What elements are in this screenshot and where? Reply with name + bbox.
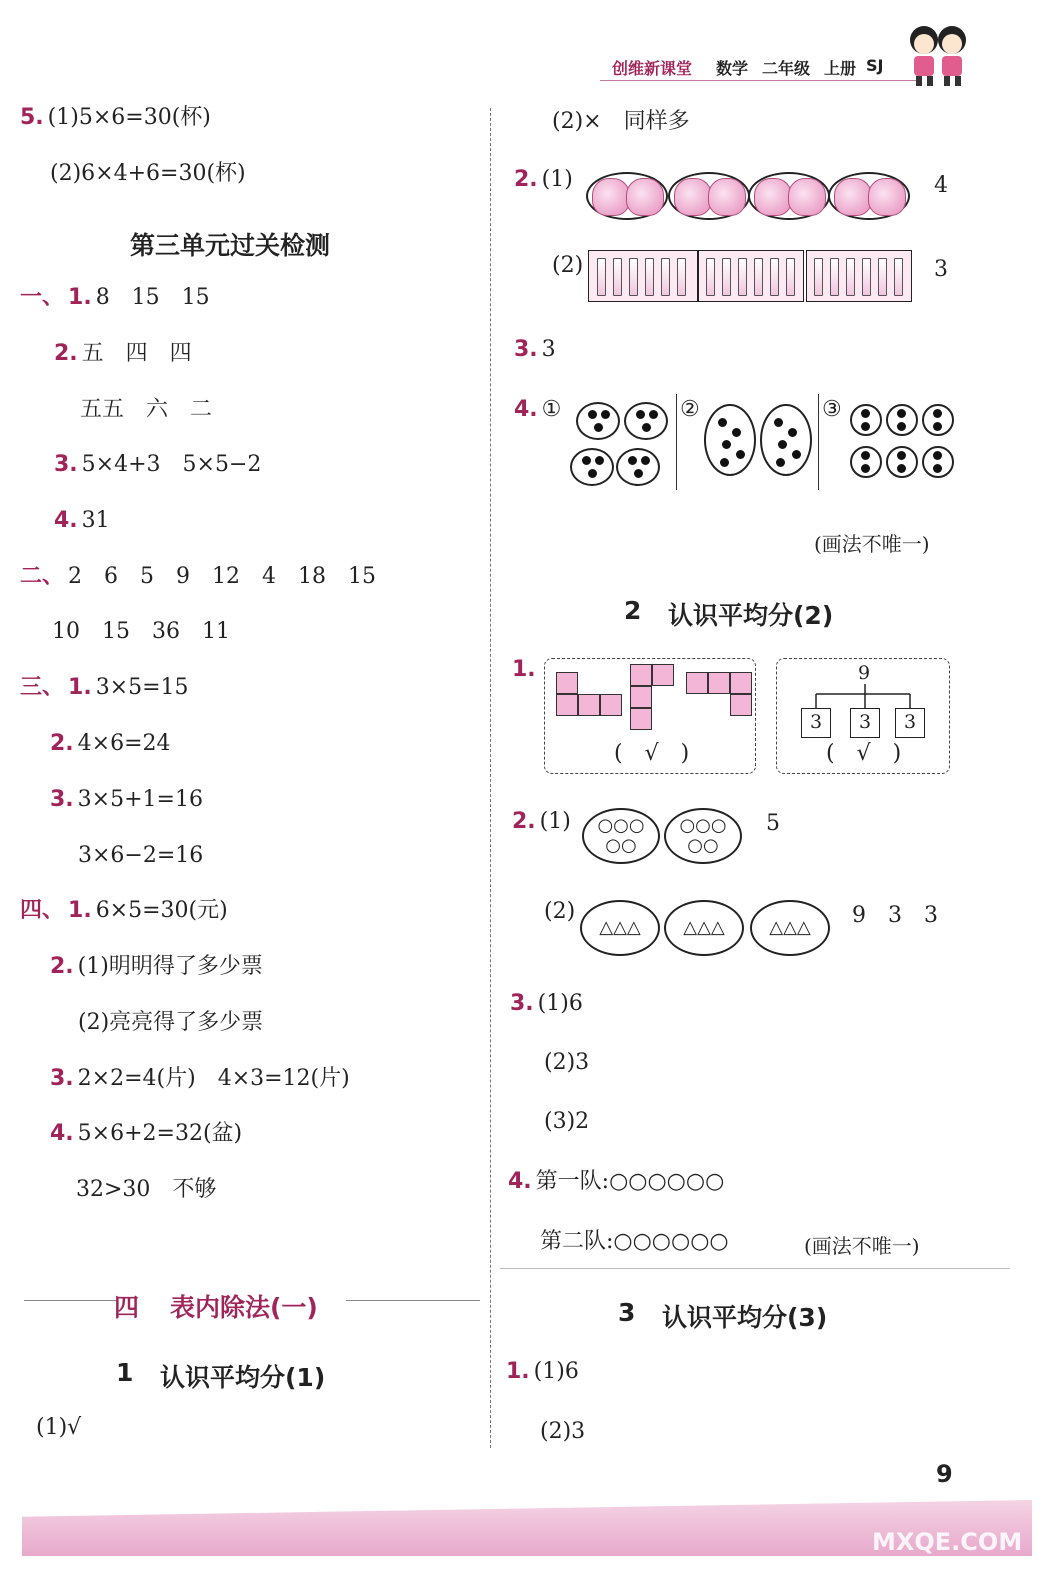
answer-line: 3. 5×4+3 5×5−2 xyxy=(54,452,262,477)
lesson-number: 3 xyxy=(618,1298,636,1327)
answer-line: 4. 5×6+2=32(盆) xyxy=(50,1121,243,1146)
drawing-divider xyxy=(676,394,677,490)
lesson-number: 2 xyxy=(624,596,642,625)
question-label: 1. xyxy=(512,657,536,682)
answer-line: (3)2 xyxy=(544,1109,590,1134)
answer-line: 三、 1. 3×5=15 xyxy=(20,675,189,700)
apple-icon xyxy=(626,178,664,216)
total-number: 9 xyxy=(858,662,871,684)
kids-mascot-icon xyxy=(900,14,974,88)
drawing-label: ③ xyxy=(822,397,842,422)
answer-line: 3. 3 xyxy=(514,337,556,362)
pencil-icon xyxy=(770,258,779,296)
answer-line: (1)√ xyxy=(36,1415,82,1440)
part-box: 3 xyxy=(850,708,880,738)
answer-line: 3×6−2=16 xyxy=(78,843,204,868)
apple-icon xyxy=(868,178,906,216)
unit-title: 表内除法(一) xyxy=(170,1293,318,1322)
volume-label: 上册 xyxy=(824,59,857,78)
pencil-icon xyxy=(722,258,731,296)
question-part: (2) xyxy=(552,253,584,278)
note: (画法不唯一) xyxy=(814,532,930,556)
triangle-group: △△△ xyxy=(580,900,660,956)
pencil-icon xyxy=(677,258,686,296)
dot-group xyxy=(760,404,812,476)
answer-line: 10 15 36 11 xyxy=(52,619,230,644)
pencil-icon xyxy=(738,258,747,296)
unit-number: 四 xyxy=(114,1293,140,1322)
lesson-title: 认识平均分(2) xyxy=(668,601,834,630)
answer-line: 四、 1. 6×5=30(元) xyxy=(20,898,228,923)
pencil-icon xyxy=(786,258,795,296)
answer-line: 2. 4×6=24 xyxy=(50,731,171,756)
answer-line: 2. (1)明明得了多少票 xyxy=(50,954,263,979)
brand-name: 创维新课堂 xyxy=(612,59,693,78)
lesson-title: 认识平均分(3) xyxy=(662,1303,828,1332)
apple-icon xyxy=(834,178,872,216)
subject-label: 数学 xyxy=(716,59,749,78)
answer-line: 五五 六 二 xyxy=(80,397,213,422)
answer-value: 9 3 3 xyxy=(852,903,938,928)
pencil-icon xyxy=(846,258,855,296)
lesson-title: 认识平均分(1) xyxy=(160,1363,326,1392)
circle-group: ○○○ ○○ xyxy=(664,808,742,864)
header-rule xyxy=(600,80,920,81)
apple-icon xyxy=(592,178,630,216)
pencil-icon xyxy=(862,258,871,296)
pencil-icon xyxy=(629,258,638,296)
dot-group xyxy=(624,402,668,440)
pencil-icon xyxy=(597,258,606,296)
answer-line: 3. 3×5+1=16 xyxy=(50,787,203,812)
grade-label: 二年级 xyxy=(762,59,811,78)
answer-line: (2)6×4+6=30(杯) xyxy=(50,161,246,186)
answer-line: 3. 2×2=4(片) 4×3=12(片) xyxy=(50,1066,350,1091)
answer-value: 5 xyxy=(766,811,780,836)
answer-line: 5. (1)5×6=30(杯) xyxy=(20,105,211,130)
triangle-group: △△△ xyxy=(664,900,744,956)
answer-line: 2. 五 四 四 xyxy=(54,341,192,366)
unit-rule-right xyxy=(346,1300,480,1301)
answer-line: 二、 2 6 5 9 12 4 18 15 xyxy=(20,564,376,589)
apple-icon xyxy=(708,178,746,216)
section-rule xyxy=(500,1268,1010,1269)
checkmark-answer: ( √ ) xyxy=(614,741,690,766)
pencil-icon xyxy=(706,258,715,296)
question-label: 4. ① xyxy=(514,397,562,422)
answer-line: (2)3 xyxy=(544,1050,590,1075)
checkmark-answer: ( √ ) xyxy=(826,741,902,766)
apple-icon xyxy=(788,178,826,216)
dot-group xyxy=(616,448,660,486)
column-divider xyxy=(490,108,491,1448)
question-label: 2. (1) xyxy=(514,167,573,192)
pencil-icon xyxy=(830,258,839,296)
apple-icon xyxy=(754,178,792,216)
answer-value: 3 xyxy=(934,257,948,282)
unit-rule-left xyxy=(24,1300,118,1301)
triangle-group: △△△ xyxy=(750,900,830,956)
part-box: 3 xyxy=(801,708,831,738)
answer-line: 一、 1. 8 15 15 xyxy=(20,285,210,310)
question-label: 2. (1) xyxy=(512,809,571,834)
lesson-number: 1 xyxy=(116,1358,134,1387)
answer-line: 4. 31 xyxy=(54,508,110,533)
pencil-icon xyxy=(894,258,903,296)
section-title: 第三单元过关检测 xyxy=(130,231,331,260)
pencil-icon xyxy=(661,258,670,296)
circle-group: ○○○ ○○ xyxy=(582,808,660,864)
dot-group xyxy=(576,402,620,440)
question-part: (2) xyxy=(544,899,576,924)
watermark: MXQE.COM xyxy=(872,1528,1023,1556)
dot-group xyxy=(704,404,756,476)
pencil-icon xyxy=(645,258,654,296)
drawing-divider xyxy=(818,394,819,490)
answer-line: 第二队:○○○○○○ xyxy=(540,1229,729,1254)
drawing-label: ② xyxy=(680,397,700,422)
pencil-icon xyxy=(754,258,763,296)
answer-line: 1. (1)6 xyxy=(506,1359,579,1384)
pencil-icon xyxy=(613,258,622,296)
answer-line: (2)亮亮得了多少票 xyxy=(78,1010,264,1035)
answer-line: (2)× 同样多 xyxy=(552,109,690,134)
answer-value: 4 xyxy=(934,173,948,198)
note: (画法不唯一) xyxy=(804,1234,920,1258)
page-number: 9 xyxy=(936,1460,953,1488)
answer-line: 4. 第一队:○○○○○○ xyxy=(508,1169,725,1194)
apple-icon xyxy=(674,178,712,216)
answer-line: 32>30 不够 xyxy=(76,1177,217,1202)
answer-line: 3. (1)6 xyxy=(510,991,583,1016)
part-box: 3 xyxy=(895,708,925,738)
dot-group xyxy=(570,448,614,486)
edition-label: SJ xyxy=(866,56,884,75)
pencil-icon xyxy=(814,258,823,296)
pencil-icon xyxy=(878,258,887,296)
answer-line: (2)3 xyxy=(540,1419,586,1444)
